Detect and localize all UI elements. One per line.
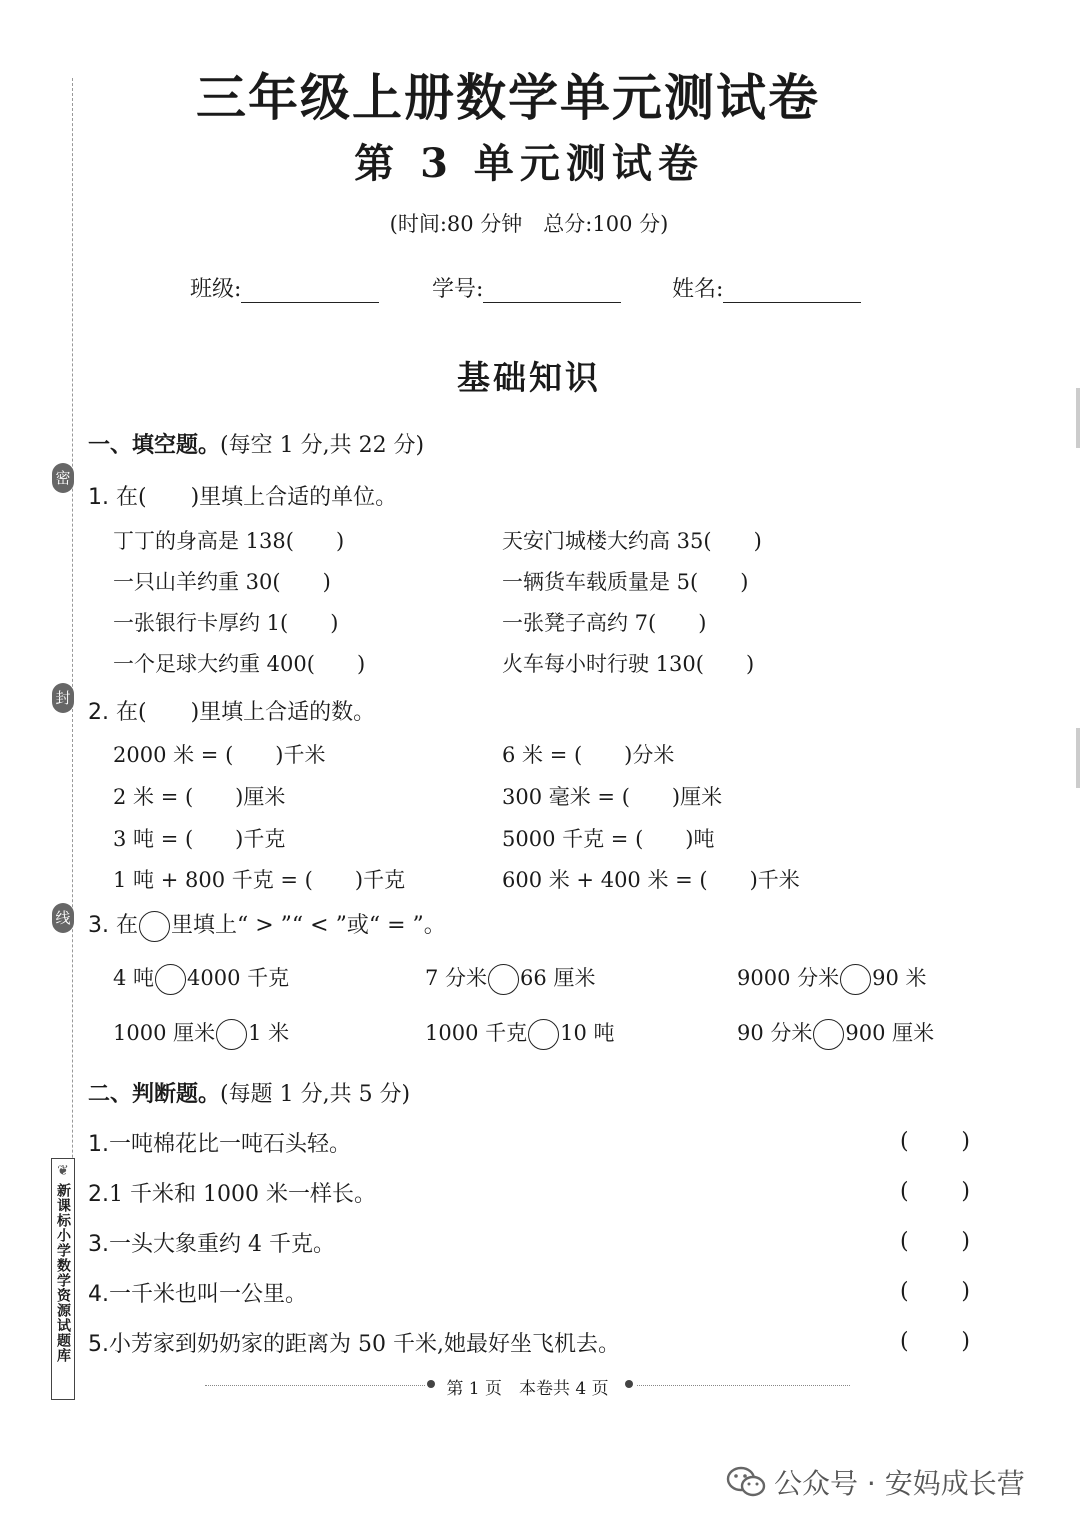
page-total: 本卷共 4 页 bbox=[519, 1379, 609, 1399]
answer-paren[interactable] bbox=[900, 1129, 970, 1154]
part2-score: (每题 1 分,共 5 分) bbox=[220, 1082, 411, 1107]
paren-close: ) bbox=[961, 1279, 970, 1304]
q3-right: 10 吨 bbox=[560, 1021, 615, 1045]
q3-right: 90 米 bbox=[872, 966, 927, 990]
watermark-text: 公众号 · 安妈成长营 bbox=[774, 1467, 1025, 1500]
seal-mark-xian: 线 bbox=[52, 903, 74, 933]
q1-item: 丁丁的身高是 138( ) bbox=[113, 529, 345, 553]
seal-mark-feng: 封 bbox=[52, 683, 74, 713]
judge-item bbox=[88, 1177, 376, 1208]
judge-text: 一头大象重约 4 千克。 bbox=[109, 1232, 335, 1257]
judge-text: 1 千米和 1000 米一样长。 bbox=[109, 1182, 376, 1207]
q3-item bbox=[737, 1017, 934, 1050]
q2-item: 2 米 = ( )厘米 bbox=[113, 785, 286, 809]
q1-item: 一辆货车载质量是 5( ) bbox=[502, 570, 749, 594]
q3-number: 3. bbox=[88, 913, 109, 938]
judge-item bbox=[88, 1327, 620, 1358]
section-heading: 基础知识 bbox=[457, 358, 601, 397]
q1-item: 天安门城楼大约高 35( ) bbox=[502, 529, 762, 553]
part1-heading bbox=[88, 428, 424, 459]
q3-right: 1 米 bbox=[248, 1021, 290, 1045]
compare-circle[interactable] bbox=[528, 1019, 559, 1050]
q2-item: 3 吨 = ( )千克 bbox=[113, 827, 286, 851]
q2-number: 2. bbox=[88, 700, 109, 725]
judge-number: 3. bbox=[88, 1232, 109, 1257]
q2-item: 6 米 = ( )分米 bbox=[502, 743, 675, 767]
footer-rule bbox=[205, 1385, 425, 1386]
compare-circle[interactable] bbox=[216, 1019, 247, 1050]
publisher-sidebox bbox=[51, 1158, 75, 1400]
name-label: 姓名: bbox=[672, 277, 724, 302]
q3-left: 7 分米 bbox=[425, 966, 488, 990]
q3-pre: 在 bbox=[116, 913, 139, 938]
q2-item: 2000 米 = ( )千米 bbox=[113, 743, 326, 767]
scan-edge bbox=[1076, 728, 1080, 788]
answer-paren[interactable] bbox=[900, 1179, 970, 1204]
judge-number: 1. bbox=[88, 1132, 109, 1157]
q1-text: 在( )里填上合适的单位。 bbox=[116, 485, 398, 510]
judge-number: 5. bbox=[88, 1332, 109, 1357]
q2-text: 在( )里填上合适的数。 bbox=[116, 700, 376, 725]
class-label: 班级: bbox=[190, 277, 242, 302]
class-blank[interactable] bbox=[241, 280, 379, 303]
q1-item: 火车每小时行驶 130( ) bbox=[502, 652, 755, 676]
judge-text: 小芳家到奶奶家的距离为 50 千米,她最好坐飞机去。 bbox=[109, 1332, 620, 1357]
q2-prompt bbox=[88, 695, 375, 726]
q3-right: 900 厘米 bbox=[845, 1021, 935, 1045]
part2-title: 二、判断题。 bbox=[88, 1082, 221, 1107]
paren-close: ) bbox=[961, 1229, 970, 1254]
number-field bbox=[432, 272, 621, 303]
q3-item bbox=[737, 962, 927, 995]
q2-item: 5000 千克 = ( )吨 bbox=[502, 827, 715, 851]
judge-item bbox=[88, 1277, 307, 1308]
q1-item: 一只山羊约重 30( ) bbox=[113, 570, 331, 594]
q1-item: 一张银行卡厚约 1( ) bbox=[113, 611, 339, 635]
paren-open: ( bbox=[900, 1329, 909, 1354]
publisher-text: 新课标小学数学资源试题库 bbox=[55, 1183, 71, 1363]
q2-item: 600 米 + 400 米 = ( )千米 bbox=[502, 868, 800, 892]
compare-circle bbox=[139, 911, 170, 942]
judge-text: 一吨棉花比一吨石头轻。 bbox=[109, 1132, 352, 1157]
paren-close: ) bbox=[961, 1329, 970, 1354]
scan-edge bbox=[1076, 388, 1080, 448]
q3-item bbox=[425, 962, 595, 995]
answer-paren[interactable] bbox=[900, 1279, 970, 1304]
leaf-icon: ❦ bbox=[57, 1163, 69, 1179]
part1-score: (每空 1 分,共 22 分) bbox=[220, 433, 425, 458]
paren-open: ( bbox=[900, 1129, 909, 1154]
q2-item: 1 吨 + 800 千克 = ( )千克 bbox=[113, 868, 406, 892]
paren-open: ( bbox=[900, 1179, 909, 1204]
watermark bbox=[726, 1462, 1025, 1502]
q3-item bbox=[425, 1017, 615, 1050]
q1-item: 一个足球大约重 400( ) bbox=[113, 652, 366, 676]
paren-close: ) bbox=[961, 1129, 970, 1154]
judge-item bbox=[88, 1227, 335, 1258]
footer-dot bbox=[427, 1380, 435, 1388]
q3-item bbox=[113, 962, 289, 995]
page-footer bbox=[205, 1374, 850, 1399]
judge-number: 2. bbox=[88, 1182, 109, 1207]
q3-item bbox=[113, 1017, 289, 1050]
q2-item: 300 毫米 = ( )厘米 bbox=[502, 785, 723, 809]
exam-subtitle: 第 3 单元测试卷 bbox=[354, 140, 704, 187]
seal-mark-mi: 密 bbox=[52, 463, 74, 493]
q1-number: 1. bbox=[88, 485, 109, 510]
q3-left: 1000 厘米 bbox=[113, 1021, 216, 1045]
q3-left: 9000 分米 bbox=[737, 966, 840, 990]
q3-left: 90 分米 bbox=[737, 1021, 813, 1045]
judge-text: 一千米也叫一公里。 bbox=[109, 1282, 308, 1307]
q1-prompt bbox=[88, 480, 397, 511]
footer-dot bbox=[625, 1380, 633, 1388]
q1-item: 一张凳子高约 7( ) bbox=[502, 611, 707, 635]
judge-item bbox=[88, 1127, 351, 1158]
q3-right: 66 厘米 bbox=[520, 966, 596, 990]
compare-circle[interactable] bbox=[840, 964, 871, 995]
class-field bbox=[190, 272, 379, 303]
q3-right: 4000 千克 bbox=[187, 966, 290, 990]
q3-post: 里填上“ > ”“ < ”或“ = ”。 bbox=[171, 913, 446, 938]
q3-left: 4 吨 bbox=[113, 966, 155, 990]
name-field bbox=[672, 272, 861, 303]
name-blank[interactable] bbox=[723, 280, 861, 303]
compare-circle[interactable] bbox=[813, 1019, 844, 1050]
page-number: 第 1 页 bbox=[446, 1379, 502, 1399]
paren-open: ( bbox=[900, 1229, 909, 1254]
number-blank[interactable] bbox=[483, 280, 621, 303]
compare-circle[interactable] bbox=[155, 964, 186, 995]
q3-left: 1000 千克 bbox=[425, 1021, 528, 1045]
compare-circle[interactable] bbox=[488, 964, 519, 995]
exam-title: 三年级上册数学单元测试卷 bbox=[196, 69, 820, 127]
judge-number: 4. bbox=[88, 1282, 109, 1307]
q3-prompt bbox=[88, 908, 446, 942]
footer-rule bbox=[637, 1385, 850, 1386]
wechat-icon bbox=[726, 1465, 766, 1499]
part1-title: 一、填空题。 bbox=[88, 433, 221, 458]
paren-open: ( bbox=[900, 1279, 909, 1304]
time-info: (时间:80 分钟 总分:100 分) bbox=[389, 212, 669, 236]
part2-heading bbox=[88, 1077, 410, 1108]
number-label: 学号: bbox=[432, 277, 484, 302]
paren-close: ) bbox=[961, 1179, 970, 1204]
answer-paren[interactable] bbox=[900, 1229, 970, 1254]
answer-paren[interactable] bbox=[900, 1329, 970, 1354]
